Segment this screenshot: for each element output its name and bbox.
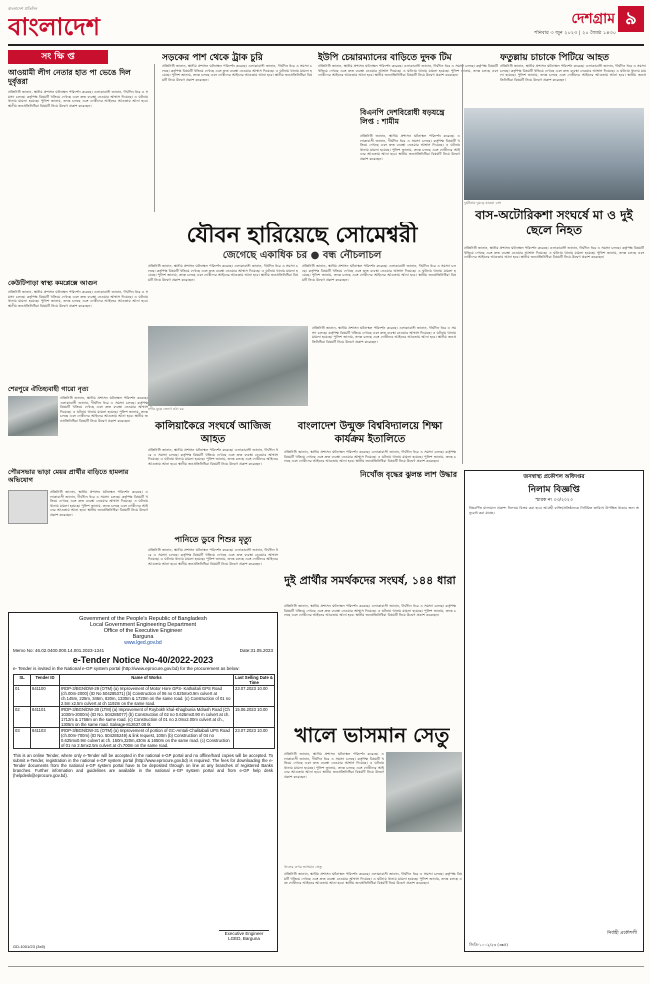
bus-photo: [464, 108, 644, 200]
cell-name: IRDP-3/BGN/DW-31 (OTM) (a) Improvement of portion of GC-Amtali-Chalitabali UPS Road (ch.00m-700m) (ID No. 504285249) & link request, 100m (b) Construction of 04 no 0.625mx0.9m culvert at ch. 150m,320m,430m & 1650m on the same road. (c) Construction of 01 no 2.5mx2.5m culvert at ch.700m on the same road.: [60, 728, 234, 749]
cell-last: 23.07.2023 10.00: [234, 686, 275, 707]
column-rule: [154, 64, 155, 212]
missing-headline: নিখোঁজ বৃদ্ধের ঝুলন্ত লাশ উদ্ধার: [360, 470, 457, 479]
cell-last: 23.07.2023 10.00: [234, 728, 275, 749]
bus-headline: বাস-অটোরিকশা সংঘর্ষে মা ও দুই ছেলে নিহত: [475, 208, 633, 237]
auction-ad: [464, 470, 644, 952]
lead-body-3: প্রতিনিধি জানান, স্থানীয় প্রশাসন ঘটনাস্থল পরিদর্শন করেছে। এলাকাবাসী জানান, দীর্ঘদিন ধরে এ সমস্যা চলছে। কর্তৃপক্ষ বিষয়টি খতিয়ে দেখছে এবং দ্রুত ব্যবস্থা নেওয়ার আশ্বাস দিয়েছে। এ ঘটনায় থানায় মামলা হয়েছে। পুলিশ জানায়, তদন্ত চলছে এবং দোষীদের আইনের আওতায় আনা হবে। স্থানীয় জনপ্রতিনিধিরা বিষয়টি নিয়ে উদ্বেগ প্রকাশ করেছেন।: [312, 326, 456, 344]
headline-acc-team: ইউপি চেয়ারম্যানের বাড়িতে দুদক টিম: [318, 53, 452, 62]
auction-signer: নির্বাহী প্রকৌশলী: [607, 931, 637, 936]
lead-photo: [148, 326, 308, 406]
col-sl: SL: [14, 675, 31, 686]
col-name: Name of Works: [60, 675, 234, 686]
university-headline: বাংলাদেশ উন্মুক্ত বিশ্ববিদ্যালয়ে শিক্ষা কার্যক্রম ইতালিতে: [297, 421, 443, 445]
bus-body: প্রতিনিধি জানান, স্থানীয় প্রশাসন ঘটনাস্থল পরিদর্শন করেছে। এলাকাবাসী জানান, দীর্ঘদিন ধরে এ সমস্যা চলছে। কর্তৃপক্ষ বিষয়টি খতিয়ে দেখছে এবং দ্রুত ব্যবস্থা নেওয়ার আশ্বাস দিয়েছে। এ ঘটনায় থানায় মামলা হয়েছে। পুলিশ জানায়, তদন্ত চলছে এবং দোষীদের আইনের আওতায় আনা হবে। স্থানীয় জনপ্রতিনিধিরা বিষয়টি নিয়ে উদ্বেগ প্রকাশ করেছেন।: [464, 246, 644, 260]
lged-office: Office of the Executive Engineer: [103, 628, 183, 634]
masthead-rule: [8, 44, 644, 46]
lged-notice-title: e-Tender Notice No-40/2022-2023: [72, 655, 214, 665]
clash-headline: দুই প্রার্থীর সমর্থকদের সংঘর্ষ, ১৪৪ ধারা: [284, 574, 456, 587]
brief-body-1: প্রতিনিধি জানান, স্থানীয় প্রশাসন ঘটনাস্থল পরিদর্শন করেছে। এলাকাবাসী জানান, দীর্ঘদিন ধরে এ সমস্যা চলছে। কর্তৃপক্ষ বিষয়টি খতিয়ে দেখছে এবং দ্রুত ব্যবস্থা নেওয়ার আশ্বাস দিয়েছে। এ ঘটনায় থানায় মামলা হয়েছে। পুলিশ জানায়, তদন্ত চলছে এবং দোষীদের আইনের আওতায় আনা হবে। স্থানীয় জনপ্রতিনিধিরা বিষয়টি নিয়ে উদ্বেগ প্রকাশ করেছেন।: [8, 90, 148, 108]
auction-org: জনস্বাস্থ্য প্রকৌশল অধিদপ্তর: [523, 474, 585, 480]
person-photo: [8, 490, 48, 524]
brief-headline-2: কেউটিপাড়া স্বাস্থ্য কমপ্লেক্সে আগুন: [8, 279, 98, 287]
lead-body-1: প্রতিনিধি জানান, স্থানীয় প্রশাসন ঘটনাস্থল পরিদর্শন করেছে। এলাকাবাসী জানান, দীর্ঘদিন ধরে এ সমস্যা চলছে। কর্তৃপক্ষ বিষয়টি খতিয়ে দেখছে এবং দ্রুত ব্যবস্থা নেওয়ার আশ্বাস দিয়েছে। এ ঘটনায় থানায় মামলা হয়েছে। পুলিশ জানায়, তদন্ত চলছে এবং দোষীদের আইনের আওতায় আনা হবে। স্থানীয় জনপ্রতিনিধিরা বিষয়টি নিয়ে উদ্বেগ প্রকাশ করেছেন।: [148, 264, 298, 282]
cell-name: IRDP-3/BGN/DW-29 (OTM) (a) Improvement of Motor Hore GPS- Kathaltali GPS Road (ch.00m-2000) (ID No 504285371) (b) Construction of 06 no 0.625mx0.9m culvert at ch.145m, 225m, 345m, 820m, 1330m & 1720m on the same road. (c) Construction of 01 no 2.5m x2.5m culvert at ch 1192m on the same road.: [60, 686, 234, 707]
cell-name: IRDP-3/BGN/DW-30 (LTM) (a) Improvement of Roybokh khal-Khagbunia Mdrash Road (Ch 1030m-2000m) (ID No. 504285077) (b) Construction of 02 no 0.625mx0.90 m culvert at ch. 1712m & 1758m on the same road. (c) Construction of 01 no 2.0mx2.00m culvert at ch., 1305m on the same road. Salvage-812637.00 tk: [60, 707, 234, 728]
cell-sl: 03: [14, 728, 31, 749]
col-last-date: Last Selling Date & Time: [235, 675, 273, 685]
side-headline: বিএনপি দেশবিরোধী ষড়যন্ত্রে লিপ্ত : শামীম: [360, 108, 445, 126]
bus-photo-caption: দুর্ঘটনায় দুমড়ে যাওয়া বাস: [464, 201, 502, 205]
lged-gov: Government of the People's Republic of Bangladesh: [79, 616, 207, 622]
masthead-tagline: বাংলাদেশ প্রতিদিন: [8, 6, 38, 11]
drown-headline: পানিতে ডুবে শিশুর মৃত্যু: [174, 534, 252, 544]
lged-dept: Local Government Engineering Department: [89, 622, 197, 628]
lged-web-link[interactable]: www.lged.gov.bd: [124, 640, 162, 646]
cell-id: 841103: [31, 728, 60, 749]
bridge-photo: [386, 752, 462, 832]
auction-title: নিলাম বিজ্ঞপ্তি: [528, 485, 580, 495]
lead-headline: যৌবন হারিয়েছে সোমেশ্বরী: [186, 222, 418, 248]
lged-date: Date:31.05.2023: [239, 648, 273, 653]
auction-footer-ref: জিডি-১০০২/২৩ (৩x৫): [469, 942, 508, 947]
brief-headline-1: আওয়ামী লীগ নেতার হাত পা ভেঙে দিল দুর্বৃত্তরা: [8, 68, 131, 86]
lead-subheadline: জেগেছে একাধিক চর ● বন্ধ নৌচলাচল: [222, 250, 382, 261]
lged-tender-ad: [8, 612, 278, 952]
section-name: দেশগ্রাম: [571, 11, 615, 27]
drown-body: প্রতিনিধি জানান, স্থানীয় প্রশাসন ঘটনাস্থল পরিদর্শন করেছে। এলাকাবাসী জানান, দীর্ঘদিন ধরে এ সমস্যা চলছে। কর্তৃপক্ষ বিষয়টি খতিয়ে দেখছে এবং দ্রুত ব্যবস্থা নেওয়ার আশ্বাস দিয়েছে। এ ঘটনায় থানায় মামলা হয়েছে। পুলিশ জানায়, তদন্ত চলছে এবং দোষীদের আইনের আওতায় আনা হবে। স্থানীয় জনপ্রতিনিধিরা বিষয়টি নিয়ে উদ্বেগ প্রকাশ করেছেন।: [148, 548, 278, 566]
article-acc-team: প্রতিনিধি জানান, স্থানীয় প্রশাসন ঘটনাস্থল পরিদর্শন করেছে। এলাকাবাসী জানান, দীর্ঘদিন ধরে এ সমস্যা চলছে। কর্তৃপক্ষ বিষয়টি খতিয়ে দেখছে এবং দ্রুত ব্যবস্থা নেওয়ার আশ্বাস দিয়েছে। এ ঘটনায় থানায় মামলা হয়েছে। পুলিশ জানায়, তদন্ত চলছে এবং দোষীদের আইনের আওতায় আনা হবে। স্থানীয় জনপ্রতিনিধিরা বিষয়টি নিয়ে উদ্বেগ প্রকাশ করেছেন।: [318, 64, 498, 78]
cell-sl: 02: [14, 707, 31, 728]
bridge-body-1: প্রতিনিধি জানান, স্থানীয় প্রশাসন ঘটনাস্থল পরিদর্শন করেছে। এলাকাবাসী জানান, দীর্ঘদিন ধরে এ সমস্যা চলছে। কর্তৃপক্ষ বিষয়টি খতিয়ে দেখছে এবং দ্রুত ব্যবস্থা নেওয়ার আশ্বাস দিয়েছে। এ ঘটনায় থানায় মামলা হয়েছে। পুলিশ জানায়, তদন্ত চলছে এবং দোষীদের আইনের আওতায় আনা হবে। স্থানীয় জনপ্রতিনিধিরা বিষয়টি নিয়ে উদ্বেগ প্রকাশ করেছেন।: [284, 752, 384, 779]
table-row: [14, 707, 275, 728]
brief-photo-1: [8, 396, 58, 436]
footer-rule: [8, 966, 644, 967]
cell-sl: 01: [14, 686, 31, 707]
kaliakair-body: প্রতিনিধি জানান, স্থানীয় প্রশাসন ঘটনাস্থল পরিদর্শন করেছে। এলাকাবাসী জানান, দীর্ঘদিন ধরে এ সমস্যা চলছে। কর্তৃপক্ষ বিষয়টি খতিয়ে দেখছে এবং দ্রুত ব্যবস্থা নেওয়ার আশ্বাস দিয়েছে। এ ঘটনায় থানায় মামলা হয়েছে। পুলিশ জানায়, তদন্ত চলছে এবং দোষীদের আইনের আওতায় আনা হবে। স্থানীয় জনপ্রতিনিধিরা বিষয়টি নিয়ে উদ্বেগ প্রকাশ করেছেন।: [148, 448, 278, 466]
headline-uncle-beaten: ফতুল্লায় চাচাকে পিটিয়ে আহত: [500, 53, 609, 62]
auction-body: নিম্নবর্ণিত মালামাল প্রকাশ্য নিলামে বিক্রয় করা হবে। আগ্রহী ব্যক্তি/প্রতিষ্ঠানকে নির্ধারিত তারিখে উপস্থিত থাকার জন্য অনুরোধ করা যাচ্ছে।: [469, 506, 639, 515]
lged-tender-table: [13, 674, 275, 749]
article-uncle-beaten: প্রতিনিধি জানান, স্থানীয় প্রশাসন ঘটনাস্থল পরিদর্শন করেছে। এলাকাবাসী জানান, দীর্ঘদিন ধরে এ সমস্যা চলছে। কর্তৃপক্ষ বিষয়টি খতিয়ে দেখছে এবং দ্রুত ব্যবস্থা নেওয়ার আশ্বাস দিয়েছে। এ ঘটনায় থানায় মামলা হয়েছে। পুলিশ জানায়, তদন্ত চলছে এবং দোষীদের আইনের আওতায় আনা হবে। স্থানীয় জনপ্রতিনিধিরা বিষয়টি নিয়ে উদ্বেগ প্রকাশ করেছেন।: [500, 64, 646, 82]
masthead-logo: বাংলাদেশ: [8, 12, 100, 41]
side-body: প্রতিনিধি জানান, স্থানীয় প্রশাসন ঘটনাস্থল পরিদর্শন করেছে। এলাকাবাসী জানান, দীর্ঘদিন ধরে এ সমস্যা চলছে। কর্তৃপক্ষ বিষয়টি খতিয়ে দেখছে এবং দ্রুত ব্যবস্থা নেওয়ার আশ্বাস দিয়েছে। এ ঘটনায় থানায় মামলা হয়েছে। পুলিশ জানায়, তদন্ত চলছে এবং দোষীদের আইনের আওতায় আনা হবে। স্থানীয় জনপ্রতিনিধিরা বিষয়টি নিয়ে উদ্বেগ প্রকাশ করেছেন।: [360, 134, 460, 161]
lead-body-2: প্রতিনিধি জানান, স্থানীয় প্রশাসন ঘটনাস্থল পরিদর্শন করেছে। এলাকাবাসী জানান, দীর্ঘদিন ধরে এ সমস্যা চলছে। কর্তৃপক্ষ বিষয়টি খতিয়ে দেখছে এবং দ্রুত ব্যবস্থা নেওয়ার আশ্বাস দিয়েছে। এ ঘটনায় থানায় মামলা হয়েছে। পুলিশ জানায়, তদন্ত চলছে এবং দোষীদের আইনের আওতায় আনা হবে। স্থানীয় জনপ্রতিনিধিরা বিষয়টি নিয়ে উদ্বেগ প্রকাশ করেছেন।: [302, 264, 456, 282]
article-truck-theft: প্রতিনিধি জানান, স্থানীয় প্রশাসন ঘটনাস্থল পরিদর্শন করেছে। এলাকাবাসী জানান, দীর্ঘদিন ধরে এ সমস্যা চলছে। কর্তৃপক্ষ বিষয়টি খতিয়ে দেখছে এবং দ্রুত ব্যবস্থা নেওয়ার আশ্বাস দিয়েছে। এ ঘটনায় থানায় মামলা হয়েছে। পুলিশ জানায়, তদন্ত চলছে এবং দোষীদের আইনের আওতায় আনা হবে। স্থানীয় জনপ্রতিনিধিরা বিষয়টি নিয়ে উদ্বেগ প্রকাশ করেছেন।: [162, 64, 312, 82]
bridge-body-2: প্রতিনিধি জানান, স্থানীয় প্রশাসন ঘটনাস্থল পরিদর্শন করেছে। এলাকাবাসী জানান, দীর্ঘদিন ধরে এ সমস্যা চলছে। কর্তৃপক্ষ বিষয়টি খতিয়ে দেখছে এবং দ্রুত ব্যবস্থা নেওয়ার আশ্বাস দিয়েছে। এ ঘটনায় থানায় মামলা হয়েছে। পুলিশ জানায়, তদন্ত চলছে এবং দোষীদের আইনের আওতায় আনা হবে। স্থানীয় জনপ্রতিনিধিরা বিষয়টি নিয়ে উদ্বেগ প্রকাশ করেছেন।: [284, 872, 462, 886]
bridge-headline: খালে ভাসমান সেতু: [294, 723, 450, 747]
table-row: [14, 728, 275, 749]
clash-body: প্রতিনিধি জানান, স্থানীয় প্রশাসন ঘটনাস্থল পরিদর্শন করেছে। এলাকাবাসী জানান, দীর্ঘদিন ধরে এ সমস্যা চলছে। কর্তৃপক্ষ বিষয়টি খতিয়ে দেখছে এবং দ্রুত ব্যবস্থা নেওয়ার আশ্বাস দিয়েছে। এ ঘটনায় থানায় মামলা হয়েছে। পুলিশ জানায়, তদন্ত চলছে এবং দোষীদের আইনের আওতায় আনা হবে। স্থানীয় জনপ্রতিনিধিরা বিষয়টি নিয়ে উদ্বেগ প্রকাশ করেছেন।: [284, 604, 456, 618]
auction-ref: স্মারক নং ০৩/২০২৩: [535, 498, 573, 503]
university-body: প্রতিনিধি জানান, স্থানীয় প্রশাসন ঘটনাস্থল পরিদর্শন করেছে। এলাকাবাসী জানান, দীর্ঘদিন ধরে এ সমস্যা চলছে। কর্তৃপক্ষ বিষয়টি খতিয়ে দেখছে এবং দ্রুত ব্যবস্থা নেওয়ার আশ্বাস দিয়েছে। এ ঘটনায় থানায় মামলা হয়েছে। পুলিশ জানায়, তদন্ত চলছে এবং দোষীদের আইনের আওতায় আনা হবে। স্থানীয় জনপ্রতিনিধিরা বিষয়টি নিয়ে উদ্বেগ প্রকাশ করেছেন।: [284, 450, 456, 464]
cell-id: 841100: [31, 686, 60, 707]
lead-photo-caption: নদীর বুকে জেগে ওঠা চর: [148, 407, 184, 411]
lged-signer-title: Executive Engineer: [224, 931, 264, 936]
cell-id: 841101: [31, 707, 60, 728]
issue-date: শনিবার ৩ জুন ২০২৩ | ২০ জ্যৈষ্ঠ ১৪৩০: [534, 30, 616, 36]
lged-intro: e- Tender is invited in the National e-GP system portal (http://www.eprocure.gov.bd) for the procurement as below:: [13, 666, 240, 671]
column-rule: [462, 64, 463, 464]
brief-headline-3: শেরপুরে ঐতিহ্যবাহী গারো নৃত্য: [8, 385, 89, 393]
brief-section-label: সং ক্ষি প্ত: [8, 50, 108, 64]
page-number: ৯: [618, 6, 644, 32]
brief-body-3: প্রতিনিধি জানান, স্থানীয় প্রশাসন ঘটনাস্থল পরিদর্শন করেছে। এলাকাবাসী জানান, দীর্ঘদিন ধরে এ সমস্যা চলছে। কর্তৃপক্ষ বিষয়টি খতিয়ে দেখছে এবং দ্রুত ব্যবস্থা নেওয়ার আশ্বাস দিয়েছে। এ ঘটনায় থানায় মামলা হয়েছে। পুলিশ জানায়, তদন্ত চলছে এবং দোষীদের আইনের আওতায় আনা হবে। স্থানীয় জনপ্রতিনিধিরা বিষয়টি নিয়ে উদ্বেগ প্রকাশ করেছেন।: [60, 396, 148, 423]
headline-truck-theft: সড়কের পাশ থেকে ট্রাক চুরি: [162, 53, 263, 62]
col-tender-id: Tender ID: [31, 675, 60, 686]
kaliakair-headline: কালিয়াকৈরে সংঘর্ষে আজিজ আহত: [155, 421, 271, 445]
table-row: [14, 686, 275, 707]
brief-headline-4: পৌরসভার ভাড়া মেয়র প্রার্থীর বাড়িতে হামলার অভিযোগ: [8, 468, 129, 484]
lged-district: Barguna: [132, 634, 154, 640]
cell-last: 15.06.2023 10.00: [234, 707, 275, 728]
lged-memo: Memo No: 46.02.0400.000.14.001.2023-1341: [13, 648, 105, 653]
brief-body-4: প্রতিনিধি জানান, স্থানীয় প্রশাসন ঘটনাস্থল পরিদর্শন করেছে। এলাকাবাসী জানান, দীর্ঘদিন ধরে এ সমস্যা চলছে। কর্তৃপক্ষ বিষয়টি খতিয়ে দেখছে এবং দ্রুত ব্যবস্থা নেওয়ার আশ্বাস দিয়েছে। এ ঘটনায় থানায় মামলা হয়েছে। পুলিশ জানায়, তদন্ত চলছে এবং দোষীদের আইনের আওতায় আনা হবে। স্থানীয় জনপ্রতিনিধিরা বিষয়টি নিয়ে উদ্বেগ প্রকাশ করেছেন।: [50, 490, 148, 517]
lged-ref: GD-1001/23 (3x5): [13, 944, 46, 949]
brief-body-2: প্রতিনিধি জানান, স্থানীয় প্রশাসন ঘটনাস্থল পরিদর্শন করেছে। এলাকাবাসী জানান, দীর্ঘদিন ধরে এ সমস্যা চলছে। কর্তৃপক্ষ বিষয়টি খতিয়ে দেখছে এবং দ্রুত ব্যবস্থা নেওয়ার আশ্বাস দিয়েছে। এ ঘটনায় থানায় মামলা হয়েছে। পুলিশ জানায়, তদন্ত চলছে এবং দোষীদের আইনের আওতায় আনা হবে। স্থানীয় জনপ্রতিনিধিরা বিষয়টি নিয়ে উদ্বেগ প্রকাশ করেছেন।: [8, 290, 148, 308]
signature-line: [219, 918, 269, 931]
lged-footer-text: This is an online Tender, where only e-Tender will be accepted in the national e-GP portal and no offline/hard copies will be accepted. To submit e-Tender, registration in the national e-GP system portal (http://www.eprocure.gov.bd) is required. The fees for downloading the e-Tender documents from the national e-GP system portal have to be deposited through on line at any branches of registered Banks branches. Further information and guidelines are available in the national e-GP system portal and from e-GP help desk (helpdesk@eprocure.gov.bd).: [13, 753, 273, 778]
bridge-photo-caption: খালের ওপর ভাসমান সেতু: [284, 865, 322, 869]
lged-signer-office: LGED, Barguna: [228, 936, 260, 941]
